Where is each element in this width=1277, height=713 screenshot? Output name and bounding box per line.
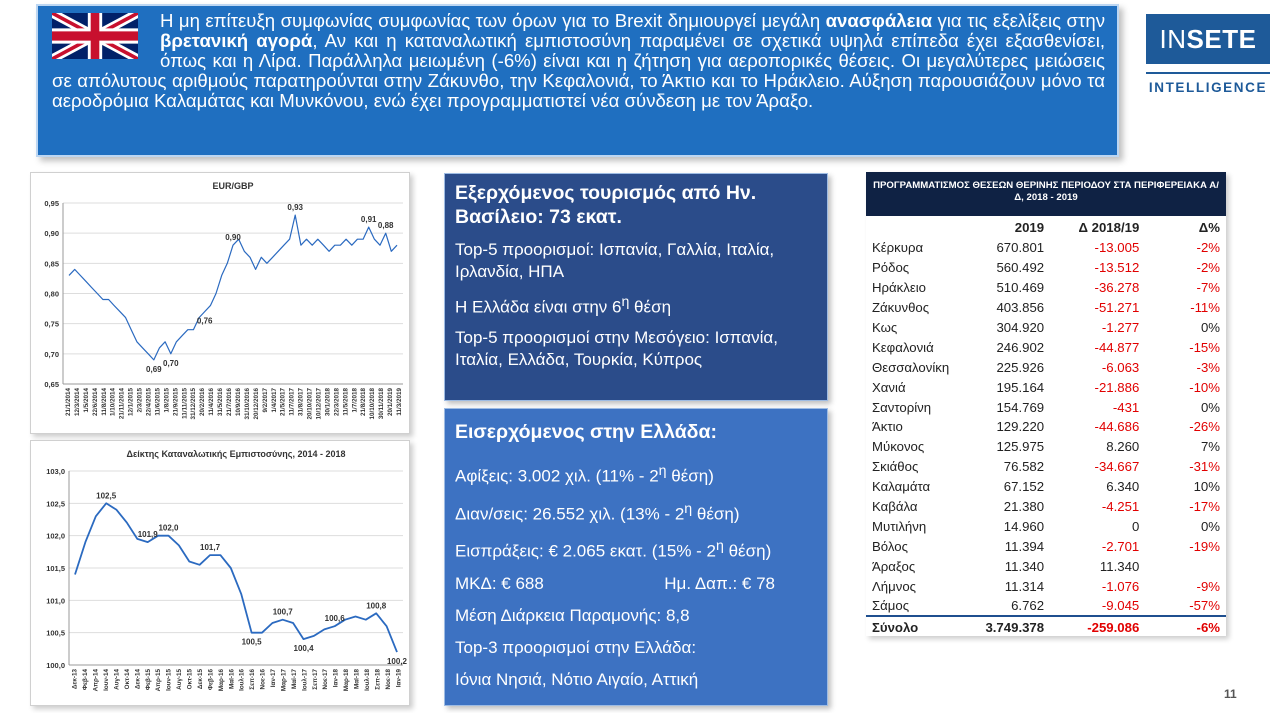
x-tick-label: 20/2/2016 xyxy=(199,388,207,417)
x-tick-label: 21/11/2014 xyxy=(118,388,126,420)
x-tick-label: 11/5/2018 xyxy=(342,388,350,416)
delta-pct-cell: -2% xyxy=(1196,260,1220,276)
inbound-spend-row xyxy=(455,573,775,595)
delta-cell: -1.277 xyxy=(1101,320,1140,335)
seats-cell: 11.314 xyxy=(1004,578,1045,594)
banner-bold-a: ανασφάλεια xyxy=(825,10,933,31)
seats-cell: 6.762 xyxy=(1011,597,1045,613)
x-tick-label: Αυγ-14 xyxy=(113,669,121,690)
delta-pct-cell: -11% xyxy=(1190,300,1220,316)
x-tick-label: Μαϊ-18 xyxy=(353,669,361,689)
x-tick-label: 9/2/2017 xyxy=(261,388,269,413)
data-label: 100,4 xyxy=(293,644,314,654)
airport-cell: Κως xyxy=(872,320,898,335)
table-row xyxy=(866,318,1226,338)
chart-title: Δείκτης Καταναλωτικής Εμπιστοσύνης, 2014 - 2018 xyxy=(126,449,346,459)
uk-flag-icon xyxy=(52,13,138,59)
x-tick-label: Οκτ-14 xyxy=(123,669,131,690)
delta-pct-cell: -6% xyxy=(1145,616,1226,638)
y-tick-label: 101,5 xyxy=(46,564,65,573)
airport-cell: Κέρκυρα xyxy=(872,240,924,256)
y-tick-label: 0,95 xyxy=(44,199,59,208)
header-delta: Δ 2018/19 xyxy=(1078,219,1140,235)
delta-pct-cell: -17% xyxy=(1189,499,1220,515)
delta-cell: 6.340 xyxy=(1106,479,1140,495)
delta-cell: -36.278 xyxy=(1094,280,1140,296)
table-row xyxy=(866,397,1226,417)
airport-cell: Ζάκυνθος xyxy=(872,300,930,316)
table-row xyxy=(866,357,1226,377)
inbound-daily: Ημ. Δαπ.: € 78 xyxy=(664,573,775,593)
logo-subtitle: INTELLIGENCE xyxy=(1148,80,1268,95)
delta-pct-cell: -57% xyxy=(1189,597,1220,613)
x-tick-label: Ιουν-14 xyxy=(103,669,111,691)
x-tick-label: 21/7/2016 xyxy=(226,388,234,417)
nights-sup: η xyxy=(684,500,693,517)
y-tick-label: 101,0 xyxy=(46,596,65,606)
delta-cell: -9.045 xyxy=(1101,597,1140,613)
x-tick-label: 22/3/2018 xyxy=(333,388,341,417)
delta-cell: -13.005 xyxy=(1094,240,1140,256)
seats-cell: 129.220 xyxy=(996,419,1045,435)
delta-cell: -2.701 xyxy=(1101,538,1140,554)
arrivals-sup: η xyxy=(658,463,667,479)
x-tick-label: 11/3/2019 xyxy=(396,388,404,416)
data-label: 100,5 xyxy=(241,637,262,647)
logo-box xyxy=(1146,14,1270,64)
seats-cell: 21.380 xyxy=(1003,499,1045,515)
table-title: ΠΡΟΓΡΑΜΜΑΤΙΣΜΟΣ ΘΕΣΕΩΝ ΘΕΡΙΝΗΣ ΠΕΡΙΟΔΟΥ ΣΤΑ ΠΕΡΙΦΕΡΕΙΑΚΑ Α/Δ, 2018 - 2019 xyxy=(866,172,1226,216)
delta-cell: 11.340 xyxy=(1099,558,1140,574)
x-tick-label: Ιαν-19 xyxy=(395,669,403,688)
airport-cell: Άραξος xyxy=(872,558,916,574)
airport-cell: Χανιά xyxy=(872,379,906,395)
delta-cell: -1.076 xyxy=(1101,578,1140,594)
table-row xyxy=(866,536,1226,556)
data-label: 100,6 xyxy=(324,614,345,624)
x-tick-label: 10/10/2018 xyxy=(369,388,377,420)
x-tick-label: 31/5/2016 xyxy=(217,388,225,417)
arrivals-pre: Αφίξεις: 3.002 χιλ. (11% - 2 xyxy=(455,466,659,486)
receipts-post: θέση) xyxy=(723,541,772,561)
receipts-pre: Εισπράξεις: € 2.065 εκατ. (15% - 2 xyxy=(455,541,716,561)
x-tick-label: Οκτ-15 xyxy=(186,669,194,690)
chart-title: EUR/GBP xyxy=(212,181,254,191)
outbound-tourism-box xyxy=(444,173,828,401)
x-tick-label: Ιουλ-18 xyxy=(363,669,371,691)
seats-cell: 225.926 xyxy=(996,359,1045,375)
y-tick-label: 103,0 xyxy=(46,467,65,476)
x-tick-label: Φεβ-15 xyxy=(144,669,152,691)
airport-cell: Θεσσαλονίκη xyxy=(872,359,950,375)
delta-pct-cell: -15% xyxy=(1189,339,1220,355)
seats-cell: 246.902 xyxy=(996,339,1045,355)
airport-cell: Σάμος xyxy=(872,597,910,613)
x-tick-label: Ιαν-17 xyxy=(270,669,278,688)
logo-divider xyxy=(1146,72,1270,74)
logo-part2: SETE xyxy=(1186,24,1257,54)
x-tick-label: 31/8/2017 xyxy=(297,388,305,417)
seats-cell: 670.801 xyxy=(996,240,1045,256)
x-tick-label: Φεβ-14 xyxy=(82,669,90,691)
data-label: 102,5 xyxy=(96,491,117,501)
table-row xyxy=(866,596,1226,616)
table-row xyxy=(866,497,1226,517)
data-label: 0,93 xyxy=(287,203,303,213)
seat-table xyxy=(866,216,1226,638)
consumer-confidence-chart-svg xyxy=(31,441,409,705)
airport-cell: Ρόδος xyxy=(872,260,910,276)
inbound-top3: Ιόνια Νησιά, Νότιο Αιγαίο, Αττική xyxy=(455,669,699,689)
table-header-row xyxy=(866,216,1226,238)
delta-pct-cell: -9% xyxy=(1196,578,1220,594)
data-label: 0,91 xyxy=(360,215,377,225)
x-tick-label: 22/4/2015 xyxy=(145,388,153,417)
x-tick-label: 1/5/2014 xyxy=(82,388,90,413)
insete-logo xyxy=(1142,10,1270,100)
airport-cell: Βόλος xyxy=(872,538,908,554)
x-tick-label: 12/3/2014 xyxy=(73,388,81,417)
greece-rank-pre: Η Ελλάδα είναι στην 6 xyxy=(455,297,622,317)
delta-pct-cell: -31% xyxy=(1189,459,1220,475)
x-tick-label: 12/1/2015 xyxy=(127,388,135,417)
data-label: 0,88 xyxy=(377,221,394,231)
arrivals-post: θέση) xyxy=(666,466,714,486)
table-row xyxy=(866,238,1226,258)
consumer-confidence-chart xyxy=(30,440,410,706)
header-delta-pct: Δ% xyxy=(1198,219,1220,235)
inbound-arrivals xyxy=(455,460,817,488)
delta-pct-cell: -10% xyxy=(1189,379,1220,395)
receipts-sup: η xyxy=(716,538,724,555)
x-tick-label: Νοε-17 xyxy=(322,669,330,690)
seats-cell: 14.960 xyxy=(1003,518,1045,534)
seats-cell: 560.492 xyxy=(996,260,1045,276)
x-tick-label: Μαϊ-16 xyxy=(228,669,236,689)
table-row xyxy=(866,258,1226,278)
logo-part1: IN xyxy=(1159,24,1187,54)
delta-pct-cell: -7% xyxy=(1196,280,1220,296)
inbound-nights xyxy=(455,498,817,526)
airport-cell: Μύκονος xyxy=(872,439,925,455)
airport-cell: Ηράκλειο xyxy=(872,280,926,296)
x-tick-label: Δεκ-13 xyxy=(71,669,79,690)
x-tick-label: 20/12/2016 xyxy=(252,388,260,420)
x-tick-label: 30/1/2018 xyxy=(324,388,332,417)
delta-cell: -4.251 xyxy=(1101,499,1140,515)
delta-pct-cell xyxy=(1145,556,1226,576)
greece-rank xyxy=(455,291,817,319)
airport-cell: Καλαμάτα xyxy=(872,479,931,495)
delta-cell: 0 xyxy=(1131,518,1140,534)
x-tick-label: 21/1/2014 xyxy=(64,388,72,417)
x-tick-label: 21/9/2015 xyxy=(172,388,180,417)
x-tick-label: Ιουν-15 xyxy=(165,669,173,691)
x-tick-label: 31/12/2015 xyxy=(190,388,198,420)
x-tick-label: Μαρ-17 xyxy=(280,669,288,692)
y-tick-label: 0,70 xyxy=(44,349,59,359)
x-tick-label: 22/6/2014 xyxy=(91,388,99,417)
eurgbp-chart-svg xyxy=(31,173,409,433)
delta-cell: -21.886 xyxy=(1094,379,1140,395)
delta-cell: -34.667 xyxy=(1094,459,1140,475)
x-tick-label: 1/7/2018 xyxy=(351,388,359,413)
airport-cell: Μυτιλήνη xyxy=(872,518,927,534)
x-tick-label: 10/12/2017 xyxy=(315,388,323,420)
x-tick-label: 1/4/2017 xyxy=(270,388,278,413)
x-tick-label: Απρ-15 xyxy=(155,669,163,692)
nights-pre: Διαν/σεις: 26.552 χιλ. (13% - 2 xyxy=(455,504,685,524)
header-airport xyxy=(866,216,965,238)
delta-pct-cell: -3% xyxy=(1196,359,1220,375)
seats-cell: 125.975 xyxy=(996,439,1045,455)
x-tick-label: Σεπ-18 xyxy=(374,669,382,690)
x-tick-label: 11/7/2017 xyxy=(288,388,296,416)
seats-cell: 67.152 xyxy=(1003,479,1045,495)
x-tick-label: Αυγ-15 xyxy=(176,669,184,690)
delta-cell: -6.063 xyxy=(1101,359,1140,375)
seats-cell: 11.340 xyxy=(1004,558,1045,574)
inbound-stay: Μέση Διάρκεια Παραμονής: 8,8 xyxy=(455,605,690,625)
x-tick-label: 20/10/2017 xyxy=(306,388,314,420)
eurgbp-chart xyxy=(30,172,410,434)
x-tick-label: Μαρ-16 xyxy=(217,669,225,692)
seats-cell: 11.394 xyxy=(1004,538,1045,554)
airport-cell: Σαντορίνη xyxy=(872,399,932,415)
airport-cell: Σκιάθος xyxy=(872,459,919,475)
seats-cell: 195.164 xyxy=(996,379,1045,395)
data-label: 0,70 xyxy=(163,358,179,368)
airport-cell: Λήμνος xyxy=(872,578,917,594)
table-row xyxy=(866,298,1226,318)
x-tick-label: Απρ-14 xyxy=(92,669,100,692)
y-tick-label: 0,90 xyxy=(44,229,59,239)
delta-pct-cell: -26% xyxy=(1189,419,1220,435)
x-tick-label: 11/11/2015 xyxy=(181,388,189,419)
x-tick-label: Δεκ-15 xyxy=(196,669,204,690)
seats-cell: 304.920 xyxy=(996,320,1045,335)
x-tick-label: Φεβ-16 xyxy=(207,669,215,691)
data-label: 102,0 xyxy=(158,523,179,533)
page-number: 11 xyxy=(1224,687,1237,701)
x-tick-label: 11/8/2014 xyxy=(100,388,108,416)
table-row xyxy=(866,337,1226,357)
y-tick-label: 0,80 xyxy=(44,289,59,299)
delta-pct-cell: -2% xyxy=(1196,240,1220,256)
table-row xyxy=(866,576,1226,596)
banner-text-a: Η μη επίτευξη συμφωνίας συμφωνίας των όρων για το Brexit δημιουργεί μεγάλη xyxy=(160,10,826,31)
y-tick-label: 100,5 xyxy=(46,628,65,638)
x-tick-label: 11/6/2015 xyxy=(154,388,162,416)
table-row xyxy=(866,556,1226,576)
x-tick-label: Νοε-16 xyxy=(259,669,267,690)
delta-pct-cell: 0% xyxy=(1200,399,1220,415)
table-row xyxy=(866,516,1226,536)
x-tick-label: 30/11/2018 xyxy=(378,388,386,420)
inbound-top3-label: Top-3 προορισμοί στην Ελλάδα: xyxy=(455,637,697,657)
table-row xyxy=(866,377,1226,397)
airport-cell: Καβάλα xyxy=(872,499,918,515)
data-label: 100,8 xyxy=(366,601,387,611)
x-tick-label: 31/10/2016 xyxy=(243,388,251,420)
x-tick-label: Σεπ-16 xyxy=(249,669,257,690)
table-row xyxy=(866,278,1226,298)
x-tick-label: 10/9/2016 xyxy=(234,388,242,417)
seats-cell: 76.582 xyxy=(1003,459,1045,475)
greece-rank-sup: η xyxy=(621,294,630,310)
data-label: 101,7 xyxy=(200,543,221,553)
data-label: 0,69 xyxy=(146,364,162,374)
header-2019: 2019 xyxy=(1014,219,1045,235)
delta-cell: 8.260 xyxy=(1106,439,1140,455)
data-label: 100,2 xyxy=(386,657,408,667)
inbound-tourism-box xyxy=(444,408,828,706)
x-tick-label: Δεκ-14 xyxy=(134,669,142,690)
delta-cell: -44.877 xyxy=(1094,339,1140,355)
x-tick-label: Ιουλ-16 xyxy=(238,669,246,691)
delta-cell: -51.271 xyxy=(1094,300,1140,316)
y-tick-label: 0,75 xyxy=(44,319,59,329)
data-label: 101,9 xyxy=(137,530,158,540)
greece-rank-post: θέση xyxy=(629,297,672,317)
x-tick-label: Σεπ-17 xyxy=(311,669,319,690)
delta-pct-cell: 0% xyxy=(1200,320,1220,335)
inbound-mkd: ΜΚΔ: € 688 xyxy=(455,573,544,593)
delta-pct-cell: 7% xyxy=(1200,439,1220,455)
airport-cell: Άκτιο xyxy=(872,419,903,435)
banner-text-b: για τις εξελίξεις στην xyxy=(932,10,1105,31)
series-line xyxy=(75,503,397,652)
y-tick-label: 0,85 xyxy=(44,259,59,269)
seats-cell: 403.856 xyxy=(996,300,1045,316)
delta-cell: -44.686 xyxy=(1094,419,1140,435)
seats-cell: 3.749.378 xyxy=(965,616,1050,638)
x-tick-label: Μαρ-18 xyxy=(343,669,351,692)
outbound-title: Εξερχόμενος τουρισμός από Ην. Βασίλειο: 73 εκατ. xyxy=(455,182,757,228)
banner-bold-b: βρετανική αγορά xyxy=(160,30,313,51)
banner-text-c: , Αν και η καταναλωτική εμπιστοσύνη παραμένει σε σχετικά υψηλά επίπεδα έχει εξασθενίσει, όπως και η Λίρα. Παράλληλα μειωμένη (-6%) είναι και η ζήτηση για αεροπορικές θέσεις. Οι μεγαλύτερες μειώσεις σε απόλυτους αριθμούς παρατηρούνται στην Ζάκυνθο, την Κεφαλονιά, το Άκτιο και το Ηράκλειο. Αύξηση παρουσιάζουν μόνο τα αεροδρόμια Καλαμάτας και Μυνκόνου, ενώ έχει προγραμματιστεί νέα σύνδεση με τον Άραξο. xyxy=(52,30,1105,111)
data-label: 0,76 xyxy=(196,316,213,326)
x-tick-label: 2/3/2015 xyxy=(136,388,144,413)
x-tick-label: 11/4/2016 xyxy=(208,388,216,416)
x-tick-label: 21/8/2018 xyxy=(360,388,368,417)
brexit-banner xyxy=(36,4,1119,157)
nights-post: θέση) xyxy=(692,504,740,524)
table-total-row xyxy=(866,616,1226,638)
x-tick-label: 21/5/2017 xyxy=(279,388,287,417)
y-tick-label: 102,0 xyxy=(46,531,65,541)
delta-cell: -431 xyxy=(1112,399,1140,415)
y-tick-label: 0,65 xyxy=(44,380,59,389)
outbound-top5: Top-5 προορισμοί: Ισπανία, Γαλλία, Ιταλία, Ιρλανδία, ΗΠΑ xyxy=(455,240,775,281)
x-tick-label: Ιουλ-17 xyxy=(301,669,309,691)
y-tick-label: 102,5 xyxy=(46,499,65,509)
delta-cell: -13.512 xyxy=(1094,260,1140,276)
x-tick-label: Μαϊ-17 xyxy=(290,669,298,689)
seats-cell: 510.469 xyxy=(996,280,1045,296)
inbound-title: Εισερχόμενος στην Ελλάδα: xyxy=(455,421,717,443)
x-tick-label: Νοε-18 xyxy=(384,669,392,690)
seat-schedule-table xyxy=(866,172,1226,636)
x-tick-label: 1/10/2014 xyxy=(109,388,117,417)
delta-cell: -259.086 xyxy=(1050,616,1145,638)
data-label: 0,90 xyxy=(225,233,241,243)
y-tick-label: 100,0 xyxy=(46,661,65,670)
delta-pct-cell: 10% xyxy=(1193,479,1220,495)
inbound-receipts xyxy=(455,535,817,563)
x-tick-label: Ιαν-18 xyxy=(332,669,340,688)
seats-cell: 154.769 xyxy=(996,399,1045,415)
airport-cell: Σύνολο xyxy=(866,616,965,638)
outbound-med: Top-5 προορισμοί στην Μεσόγειο: Ισπανία, Ιταλία, Ελλάδα, Τουρκία, Κύπρος xyxy=(455,327,778,369)
x-tick-label: 20/1/2019 xyxy=(387,388,395,417)
delta-pct-cell: 0% xyxy=(1200,518,1220,534)
table-row xyxy=(866,457,1226,477)
table-row xyxy=(866,437,1226,457)
delta-pct-cell: -19% xyxy=(1189,538,1220,554)
airport-cell: Κεφαλονιά xyxy=(872,339,934,355)
table-row xyxy=(866,477,1226,497)
x-tick-label: 1/8/2015 xyxy=(163,388,171,413)
data-label: 100,7 xyxy=(272,607,293,617)
table-row xyxy=(866,417,1226,437)
